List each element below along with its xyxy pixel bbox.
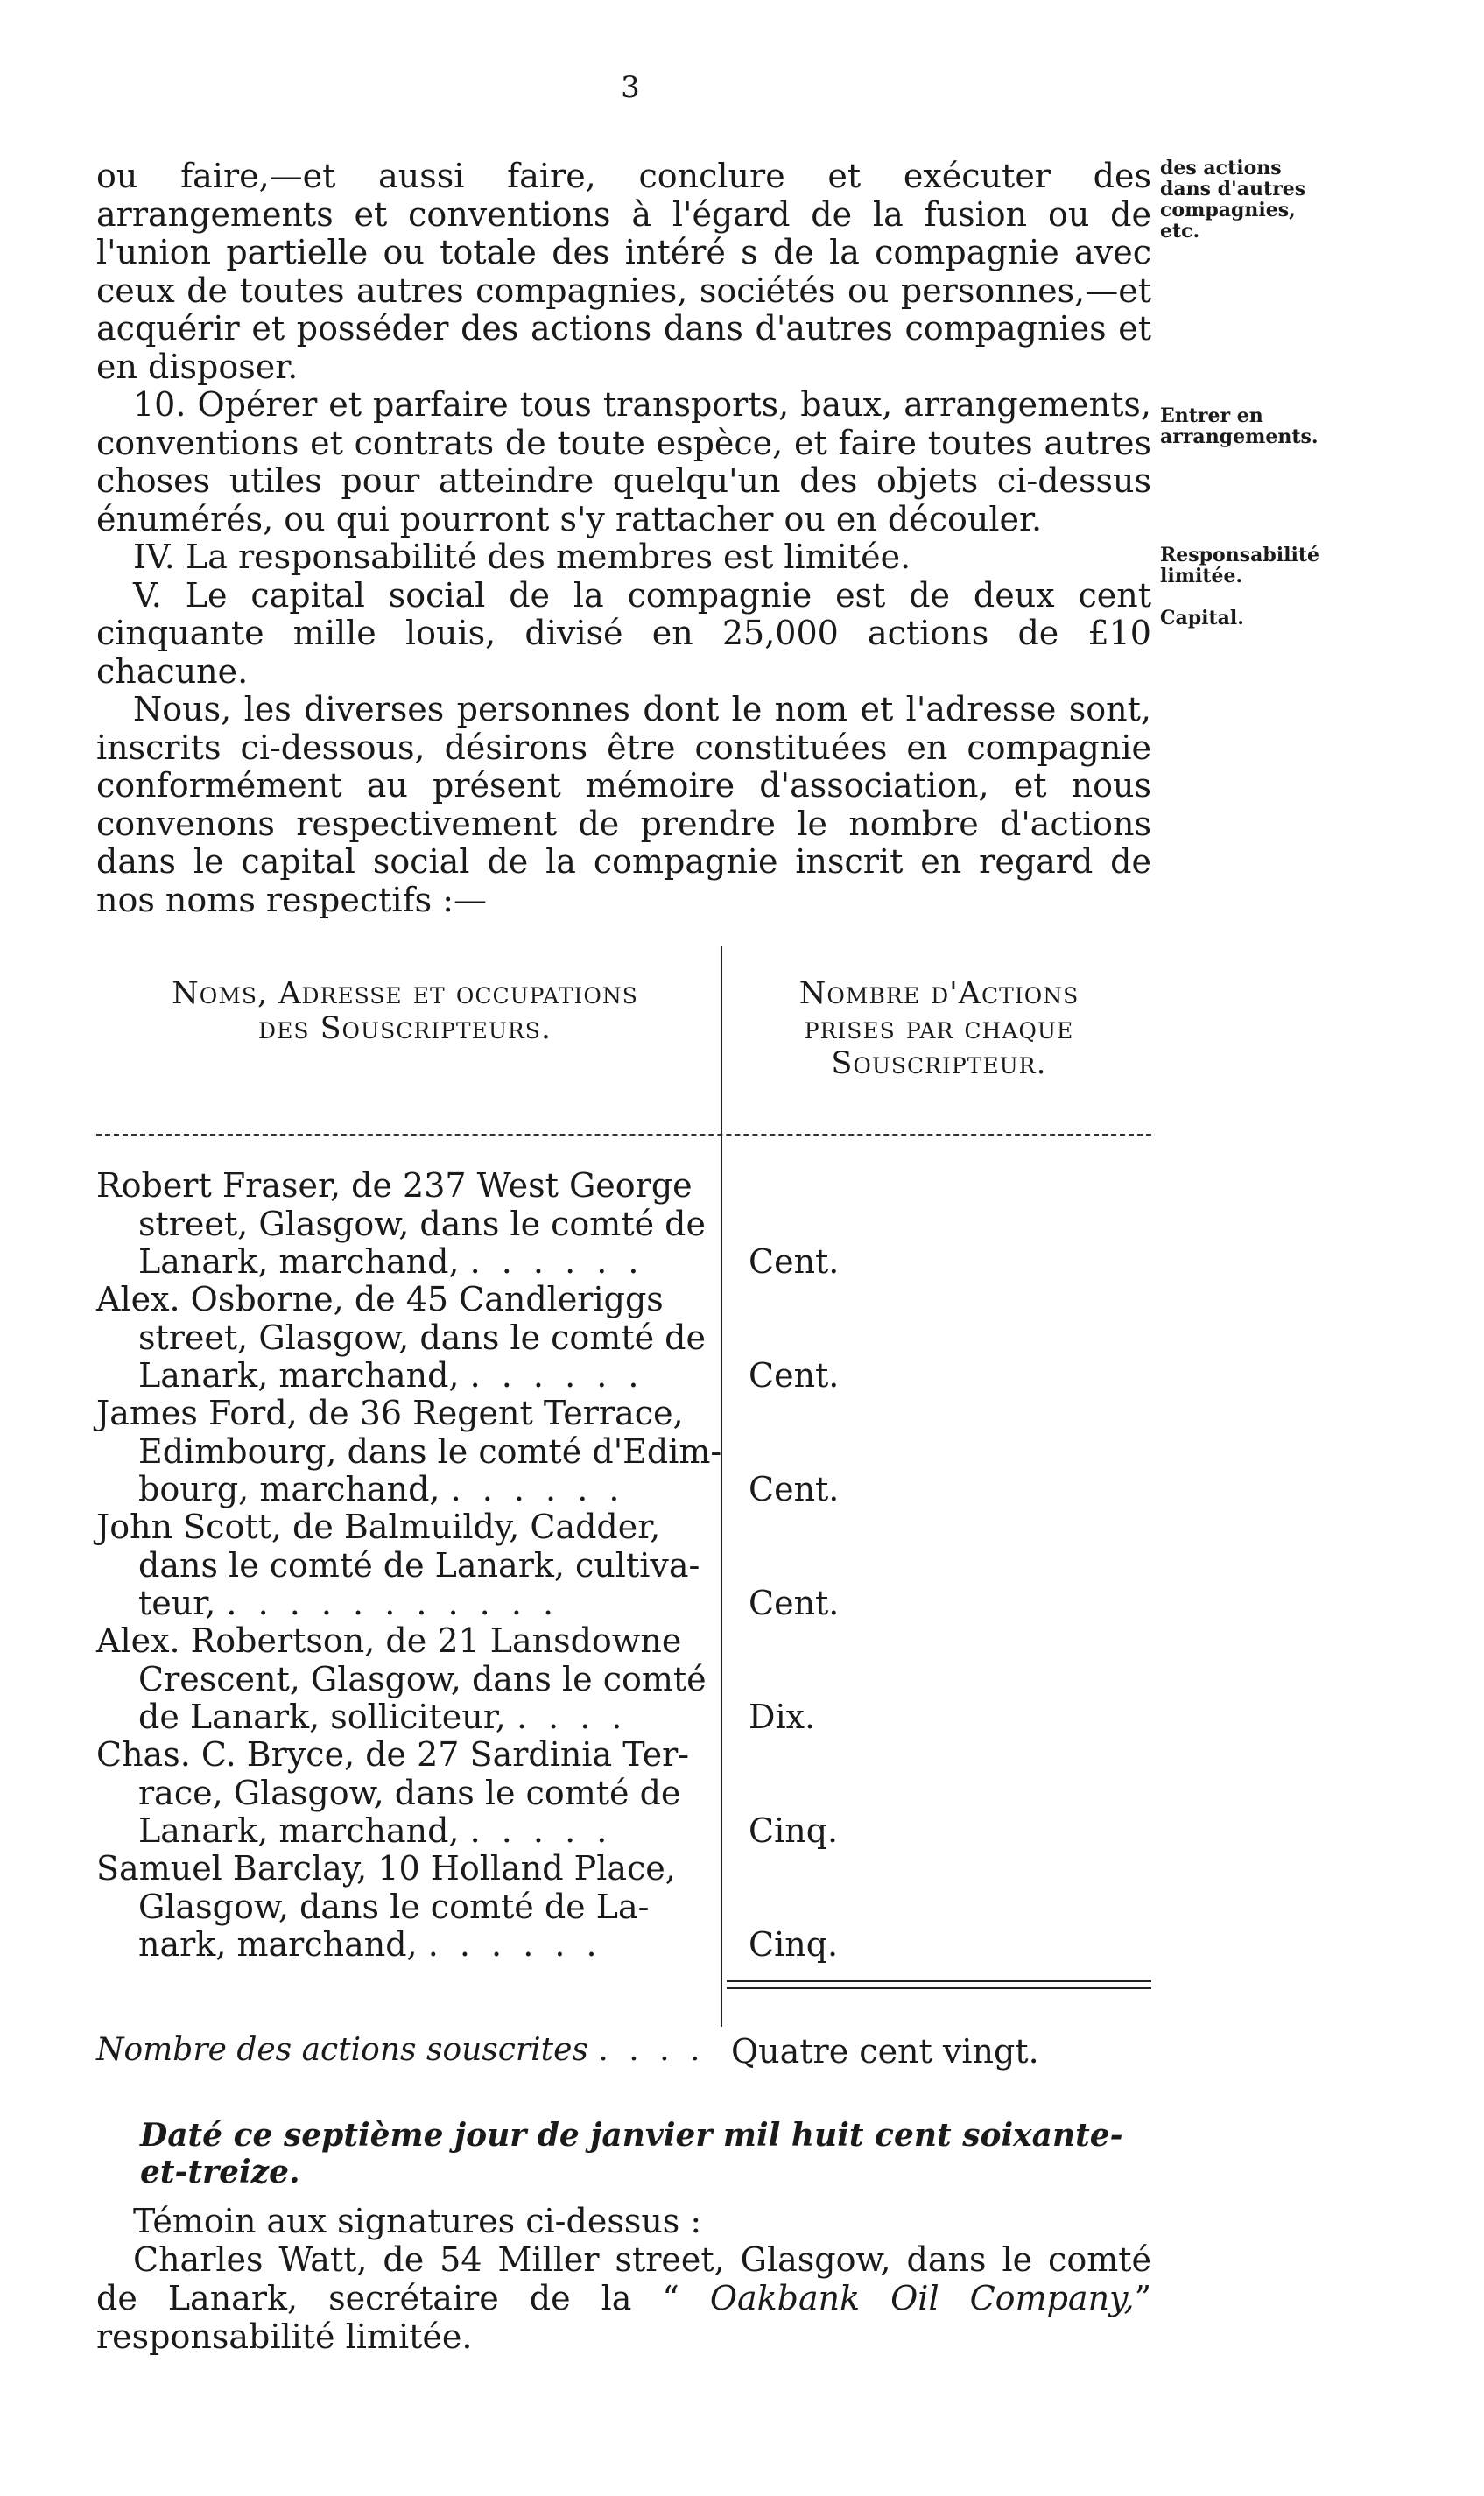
subscriber-line: John Scott, de Balmuildy, Cadder,: [96, 1508, 661, 1546]
subscriber-shares: Cinq.: [749, 1925, 839, 1964]
header-right-line-1: Nombre d'Actions: [798, 976, 1080, 1011]
table-header-rule: [96, 1134, 1151, 1136]
subscriber-line: street, Glasgow, dans le comté de: [138, 1204, 706, 1243]
subscriber-shares: Cent.: [749, 1470, 840, 1508]
subscriber-line: Glasgow, dans le comté de La-: [138, 1887, 650, 1926]
subscriber-line: nark, marchand, . . . . . .: [138, 1925, 602, 1964]
subscriber-line: Robert Fraser, de 237 West George: [96, 1166, 693, 1205]
subscriber-line: dans le comté de Lanark, cultiva-: [138, 1545, 700, 1585]
header-right-line-2: prises par chaque: [804, 1011, 1074, 1046]
margin-note-capital: Capital.: [1160, 607, 1244, 629]
margin-note-responsibility: Responsabilité limitée.: [1160, 544, 1319, 587]
subscriber-line: Lanark, marchand, . . . . . .: [138, 1242, 644, 1281]
subscriber-line: race, Glasgow, dans le comté de: [138, 1773, 681, 1812]
subscriber-shares: Cinq.: [749, 1811, 839, 1850]
paragraph-subscription: Nous, les diverses personnes dont le nom et l'adresse sont, inscrits ci-dessous, désirons être constituées en compagnie conformément au présent mémoire d'association, et nous convenons respectivement de prendre le nombre d'actions dans le capital social de la compagnie inscrit en regard de nos noms respectifs :—: [96, 690, 1151, 919]
subscriber-entry: [96, 1167, 714, 1282]
header-left-line-1: Noms, Adresse et occupations: [172, 976, 638, 1011]
subscriber-entry: [96, 1508, 714, 1623]
margin-note-actions: des actions dans d'autres compagnies, etc.: [1160, 157, 1306, 243]
subscriber-line: James Ford, de 36 Regent Terrace,: [96, 1394, 684, 1432]
table-header-subscribers: [96, 976, 714, 1046]
subscriber-line: Alex. Robertson, de 21 Lansdowne: [96, 1621, 682, 1660]
table-header-shares: [727, 976, 1151, 1081]
subscriber-shares: Cent.: [749, 1584, 840, 1622]
paragraph-clause-v: V. Le capital social de la compagnie est de deux cent cinquante mille louis, divisé en 25,000 actions de £10 chacune.: [96, 575, 1151, 691]
total-label: Nombre des actions souscrites . . . .: [96, 2032, 706, 2068]
date-line: Daté ce septième jour de janvier mil huit cent soixante-et-treize.: [140, 2117, 1123, 2190]
company-name: Oakbank Oil Company,: [709, 2279, 1135, 2317]
body-text: [96, 158, 1151, 919]
paragraph-fusion: ou faire,—et aussi faire, conclure et exécuter des arrangements et conventions à l'égard de la fusion ou de l'union partielle ou totale des intéré s de la compagnie avec ceux de toutes autres compagnies, sociétés ou personnes,—et acquérir et posséder des actions dans d'autres compagnies et en disposer.: [96, 157, 1151, 386]
header-left-line-2: des Souscripteurs.: [258, 1011, 552, 1046]
subscriber-line: Crescent, Glasgow, dans le comté: [138, 1659, 707, 1698]
page-number: 3: [621, 70, 640, 105]
subscriber-line: Chas. C. Bryce, de 27 Sardinia Ter-: [96, 1735, 690, 1774]
header-right-line-3: Souscripteur.: [831, 1046, 1047, 1081]
subscriber-entry: [96, 1394, 722, 1509]
subscriber-shares: Cent.: [749, 1356, 840, 1395]
subscriber-line: teur, . . . . . . . . . . .: [138, 1584, 559, 1622]
witness-block: [96, 2202, 1151, 2356]
total-rule: [727, 1980, 1151, 1982]
total-rule-double: [727, 1987, 1151, 1989]
subscriber-shares: Dix.: [749, 1698, 816, 1736]
subscriber-line: Lanark, marchand, . . . . .: [138, 1811, 613, 1850]
subscriber-line: Samuel Barclay, 10 Holland Place,: [96, 1849, 676, 1888]
paragraph-clause-iv: IV. La responsabilité des membres est limitée.: [133, 538, 911, 576]
subscriber-line: Edimbourg, dans le comté d'Edim-: [138, 1431, 722, 1471]
subscriber-line: street, Glasgow, dans le comté de: [138, 1318, 706, 1357]
total-value: Quatre cent vingt.: [731, 2032, 1039, 2071]
subscriber-line: Lanark, marchand, . . . . . .: [138, 1356, 644, 1395]
paragraph-clause-10: 10. Opérer et parfaire tous transports, baux, arrangements, conventions et contrats de toute espèce, et faire toutes autres choses utiles pour atteindre quelqu'un des objets ci-dessus énumérés, ou qui pourront s'y rattacher ou en découler.: [96, 385, 1151, 538]
subscriber-shares: Cent.: [749, 1242, 840, 1281]
subscriber-line: Alex. Osborne, de 45 Candleriggs: [96, 1280, 664, 1318]
table-column-divider: [721, 946, 722, 2027]
subscriber-entry: [96, 1736, 714, 1851]
subscriber-line: de Lanark, solliciteur, . . . .: [138, 1698, 628, 1736]
subscriber-entry: [96, 1281, 714, 1396]
subscriber-entry: [96, 1850, 714, 1965]
witness-text: Charles Watt, de 54 Miller street, Glasgow, dans le comté de Lanark, secrétaire de la “ Oakbank Oil Company,” responsabilité limitée.: [96, 2240, 1151, 2356]
witness-heading: Témoin aux signatures ci-dessus :: [133, 2202, 702, 2240]
subscriber-entry: [96, 1622, 714, 1737]
margin-note-arrangements: Entrer en arrangements.: [1160, 404, 1319, 448]
subscriber-line: bourg, marchand, . . . . . .: [138, 1470, 625, 1508]
